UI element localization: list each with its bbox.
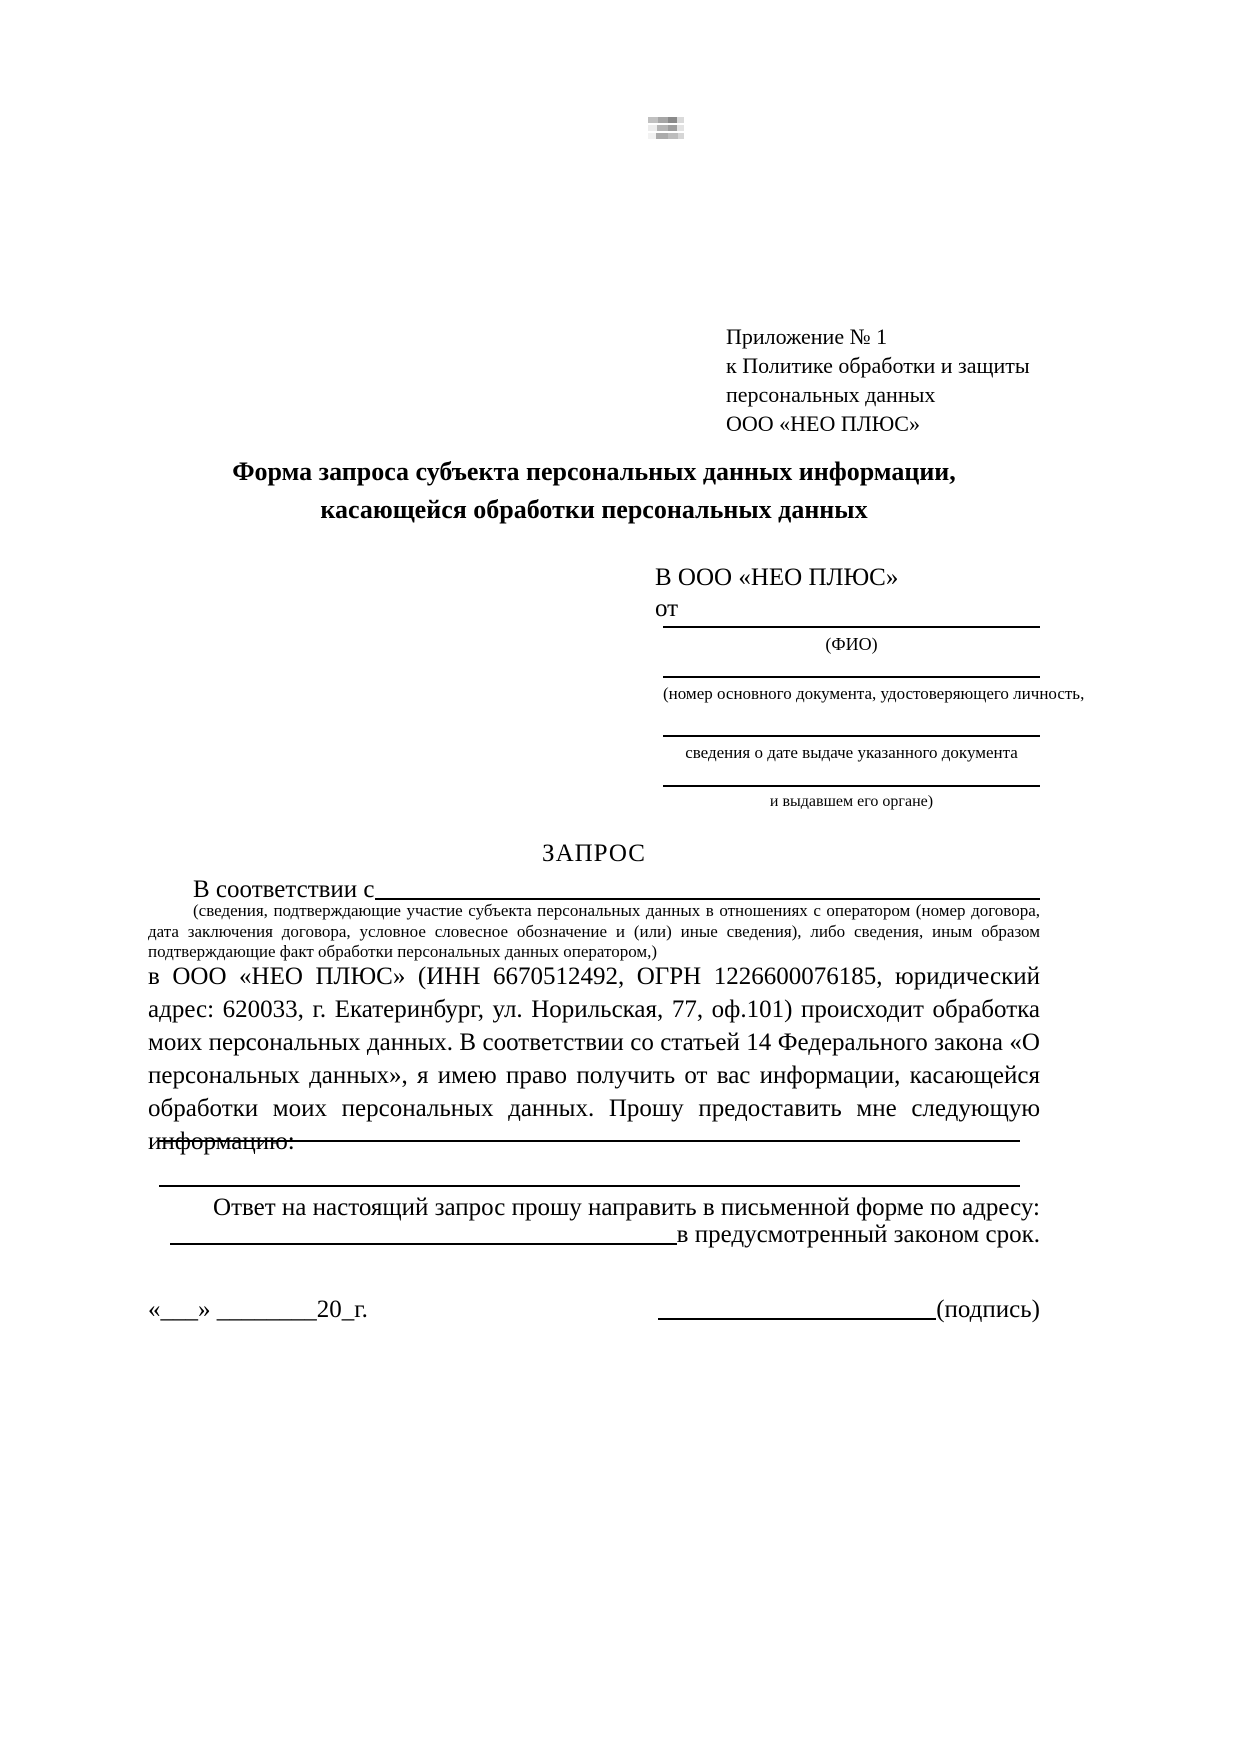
recipient-from: от bbox=[655, 595, 679, 622]
request-body-paragraph: в ООО «НЕО ПЛЮС» (ИНН 6670512492, ОГРН 1226600076185, юридический адрес: 620033, г. Екатеринбург, ул. Норильская, 77, оф.101) происходит обработка моих персональных данных. В соответствии со статьей 14 Федерального закона «О персональных данных», я имею право получить от вас информации, касающейся обработки моих персональных данных. Прошу предоставить мне следующую информацию: bbox=[148, 963, 1040, 1155]
title-line-1: Форма запроса субъекта персональных данных информации, bbox=[232, 457, 956, 486]
signature-group bbox=[658, 1296, 1040, 1324]
intro-text: В соответствии с bbox=[193, 876, 375, 903]
issuing-authority-caption: и выдавшем его органе) bbox=[769, 793, 934, 810]
address-row bbox=[170, 1221, 1040, 1249]
answer-delivery-text: Ответ на настоящий запрос прошу направить в письменной форме по адресу: bbox=[213, 1194, 1040, 1221]
basis-blank-line[interactable] bbox=[375, 898, 1040, 900]
appendix-block bbox=[726, 322, 1030, 438]
appendix-line-1: Приложение № 1 bbox=[726, 324, 888, 349]
appendix-line-2: к Политике обработки и защиты bbox=[726, 353, 1030, 378]
document-title bbox=[148, 453, 1040, 529]
recipient-block bbox=[655, 562, 898, 624]
field-document-number bbox=[663, 676, 1085, 704]
field-issue-date bbox=[663, 735, 1040, 763]
date-line: «___» ________20_г. bbox=[148, 1296, 368, 1323]
request-heading: ЗАПРОС bbox=[542, 840, 646, 867]
document-number-caption: (номер основного документа, удостоверяющего личность, bbox=[663, 684, 1085, 703]
appendix-line-4: ООО «НЕО ПЛЮС» bbox=[726, 411, 920, 436]
field-issuing-authority bbox=[663, 785, 1040, 811]
title-line-2: касающейся обработки персональных данных bbox=[320, 495, 868, 524]
blurred-logo-image bbox=[648, 117, 684, 144]
signature-blank-line[interactable] bbox=[658, 1318, 936, 1320]
field-fio bbox=[663, 626, 1040, 655]
fine-print-note: (сведения, подтверждающие участие субъекта персональных данных в отношениях с оператором (номер договора, дата заключения договора, условное словесное обозначение и (или) иные сведения), либо сведения, иным образом подтверждающие факт обработки персональных данных оператором,) bbox=[148, 901, 1040, 961]
date-signature-row bbox=[148, 1296, 1040, 1324]
recipient-to: В ООО «НЕО ПЛЮС» bbox=[655, 564, 899, 591]
signature-caption: (подпись) bbox=[936, 1296, 1040, 1323]
information-blank-line-2[interactable] bbox=[159, 1185, 1020, 1187]
answer-tail-text: в предусмотренный законом срок. bbox=[676, 1221, 1040, 1248]
intro-row bbox=[148, 876, 1040, 904]
fio-caption: (ФИО) bbox=[825, 634, 878, 654]
address-blank-line[interactable] bbox=[170, 1243, 677, 1245]
appendix-line-3: персональных данных bbox=[726, 382, 936, 407]
issue-date-caption: сведения о дате выдаче указанного документа bbox=[685, 743, 1018, 762]
information-blank-line-1[interactable] bbox=[159, 1140, 1020, 1142]
